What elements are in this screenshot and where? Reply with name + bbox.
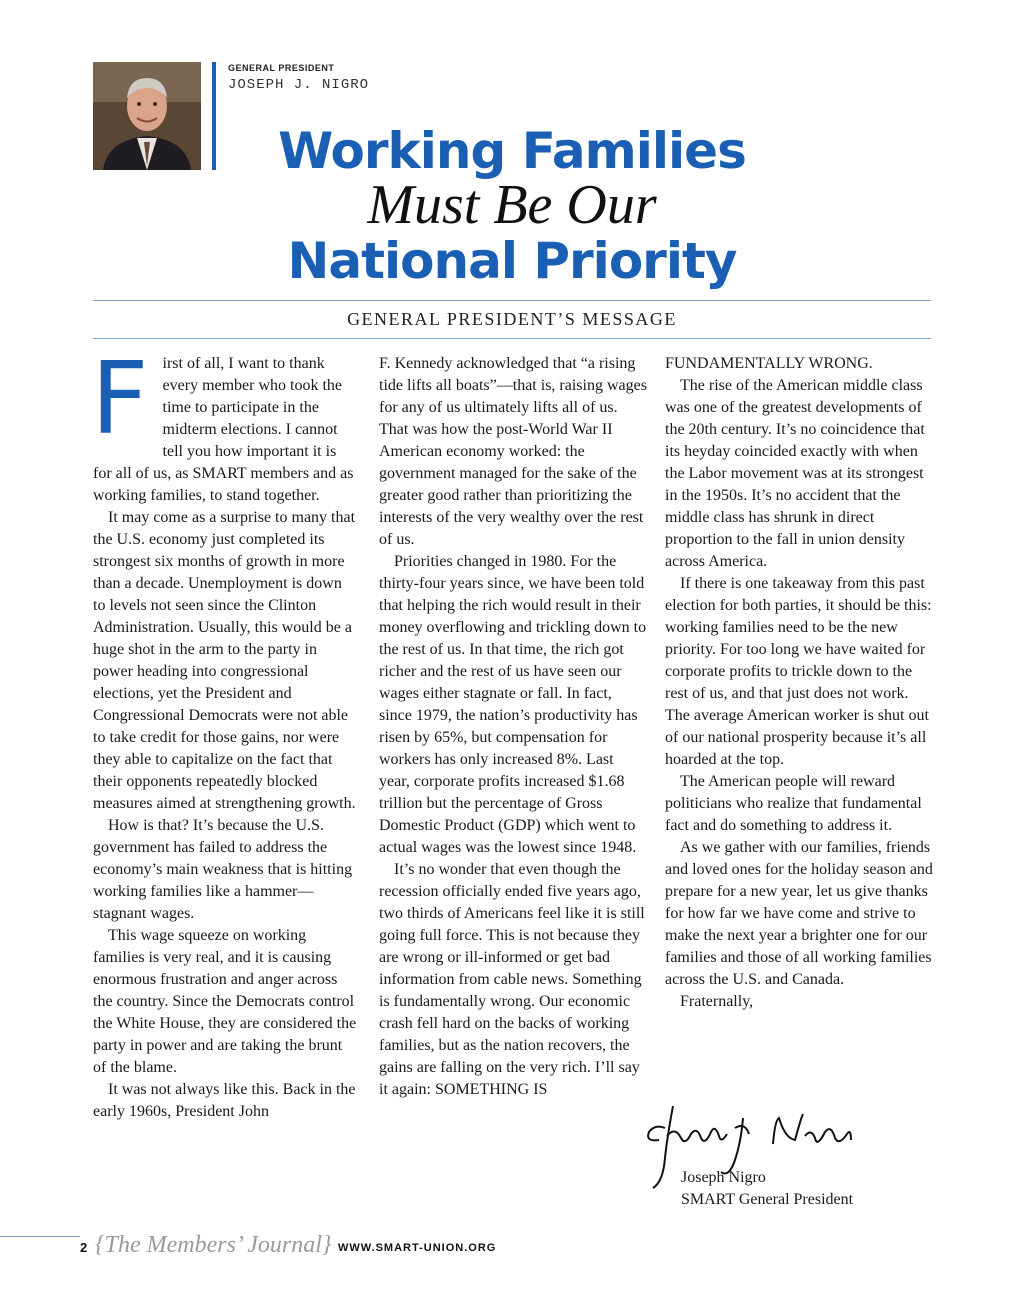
- drop-cap: F: [91, 340, 149, 457]
- journal-name: {The Members’ Journal}: [95, 1232, 332, 1258]
- headline-line-2: Must Be Our: [367, 174, 657, 236]
- author-name: JOSEPH J. NIGRO: [228, 77, 370, 93]
- paragraph: [91, 340, 358, 507]
- paragraph: F. Kennedy acknowledged that “a rising tide lifts all boats”—that is, raising wages for any of us ultimately lifts all of us. That was how the post-World War II American economy worked: the government managed for the sake of the greater good rather than prioritizing the interests of the very wealthy over the rest of us.: [379, 355, 647, 548]
- article-column-1: [91, 340, 358, 1123]
- paragraph: The rise of the American middle class was one of the greatest developments of the 20th century. It’s no coincidence that its heyday coincided exactly with when the Labor movement was at its strongest in the 1950s. It’s no accident that the middle class has shrunk in direct proportion to the fall in union density across America.: [665, 377, 925, 570]
- paragraph: If there is one takeaway from this past election for both parties, it should be this: working families need to be the new priority. For too long we have waited for corporate profits to trickle down to the rest of us, and that just does not work. The average American worker is shut out of our national prosperity because it’s all hoarded at the top.: [665, 575, 932, 768]
- paragraph: This wage squeeze on working families is very real, and it is causing enormous frustration and anger across the country. Since the Democrats control the White House, they are considered the party in power and are taking the brunt of the blame.: [93, 927, 357, 1076]
- page-number: 2: [80, 1240, 88, 1255]
- paragraph: Priorities changed in 1980. For the thirty-four years since, we have been told that helping the rich would result in their money overflowing and trickling down to the rest of us. In that time, the rich got richer and the rest of us have seen our wages either stagnate or fall. In fact, since 1979, the nation’s productivity has risen by 65%, but compensation for workers has only increased 8%. Last year, corporate profits increased $1.68 trillion but the percentage of Gross Domestic Product (GDP) which went to actual wages was the lowest since 1948.: [379, 553, 647, 856]
- paragraph: It was not always like this. Back in the early 1960s, President John: [93, 1081, 356, 1120]
- paragraph: It’s no wonder that even though the recession officially ended five years ago, two thirds of Americans feel like it is still going full force. This is not because they are wrong or ill-informed or get bad information from cable news. Something is fundamentally wrong. Our economic crash fell hard on the backs of working families, but as the nation recovers, the gains are falling on the very rich. I’ll say it again: SOMETHING IS: [379, 861, 645, 1098]
- signatory-title: SMART General President: [681, 1191, 854, 1208]
- author-role: GENERAL PRESIDENT: [228, 63, 335, 73]
- headline-line-1: Working Families: [278, 122, 746, 180]
- article-column-3: [665, 353, 935, 1013]
- article-column-2: [379, 353, 647, 1101]
- section-rule-top: [93, 300, 931, 301]
- paragraph: Fraternally,: [680, 993, 754, 1010]
- footer-rule: [0, 1236, 80, 1237]
- paragraph: FUNDAMENTALLY WRONG.: [665, 355, 873, 372]
- paragraph: It may come as a surprise to many that the U.S. economy just completed its strongest six months of growth in more than a decade. Unemployment is down to levels not seen since the Clinton Administration. Usually, this would be a huge shot in the arm to the party in power heading into congressional elections, yet the President and Congressional Democrats were not able to take credit for those gains, nor were they able to capitalize on the fact that their opponents repeatedly blocked measures aimed at strengthening growth.: [93, 509, 356, 812]
- section-rule-bottom: [93, 338, 931, 339]
- section-label: GENERAL PRESIDENT’S MESSAGE: [347, 309, 677, 329]
- headline-line-3: National Priority: [287, 232, 737, 290]
- signatory-name: Joseph Nigro: [681, 1169, 766, 1186]
- paragraph: The American people will reward politicians who realize that fundamental fact and do something to address it.: [665, 773, 922, 834]
- website-link[interactable]: WWW.SMART-UNION.ORG: [338, 1242, 497, 1254]
- paragraph: As we gather with our families, friends and loved ones for the holiday season and prepare for a new year, let us give thanks for how far we have come and strive to make the next year a brighter one for our families and those of all working families across the U.S. and Canada.: [665, 839, 933, 988]
- paragraph: How is that? It’s because the U.S. government has failed to address the economy’s main weakness that is hitting working families like a hammer—stagnant wages.: [93, 817, 353, 922]
- paragraph-text: irst of all, I want to thank every member who took the time to participate in the midterm elections. I cannot tell you how important it is for all of us, as SMART members and as working families, to stand together.: [93, 355, 354, 504]
